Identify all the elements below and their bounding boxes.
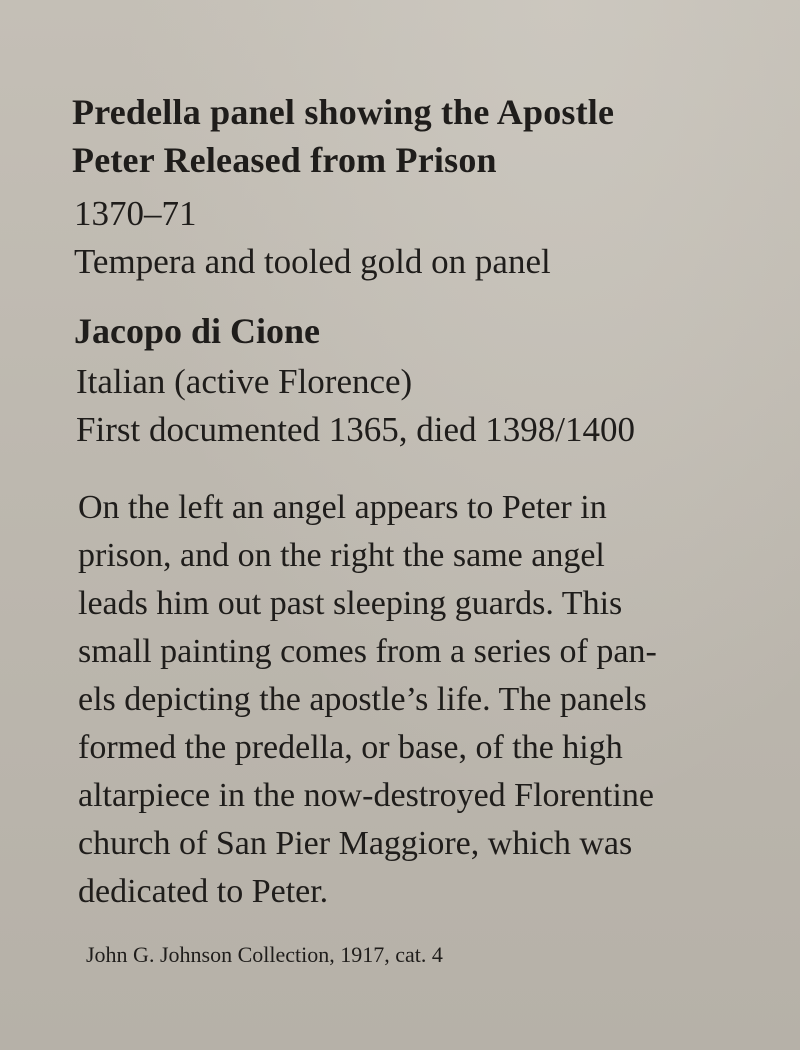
- description-line: prison, and on the right the same angel: [78, 537, 605, 574]
- artwork-title-line-2: Peter Released from Prison: [72, 140, 497, 180]
- artwork-details: [74, 190, 774, 286]
- credit-line: John G. Johnson Collection, 1917, cat. 4: [86, 942, 443, 967]
- description-line: small painting comes from a series of pan-: [78, 633, 657, 670]
- artwork-title: [72, 88, 772, 184]
- artist-nationality: Italian (active Florence): [76, 362, 413, 401]
- description-line: els depicting the apostle’s life. The panels: [78, 681, 647, 718]
- artwork-date: 1370–71: [74, 194, 197, 233]
- artist-details: [76, 358, 776, 454]
- description-line: dedicated to Peter.: [78, 873, 329, 910]
- description-line: formed the predella, or base, of the high: [78, 729, 623, 766]
- description-line: altarpiece in the now-destroyed Florentine: [78, 777, 654, 814]
- artwork-title-line-1: Predella panel showing the Apostle: [72, 92, 615, 132]
- description-line: On the left an angel appears to Peter in: [78, 489, 607, 526]
- description-line: leads him out past sleeping guards. This: [78, 585, 623, 622]
- artist-dates: First documented 1365, died 1398/1400: [76, 410, 635, 449]
- artist-name: Jacopo di Cione: [74, 311, 321, 351]
- artwork-description: [78, 484, 778, 916]
- description-line: church of San Pier Maggiore, which was: [78, 825, 633, 862]
- artwork-medium: Tempera and tooled gold on panel: [74, 242, 551, 281]
